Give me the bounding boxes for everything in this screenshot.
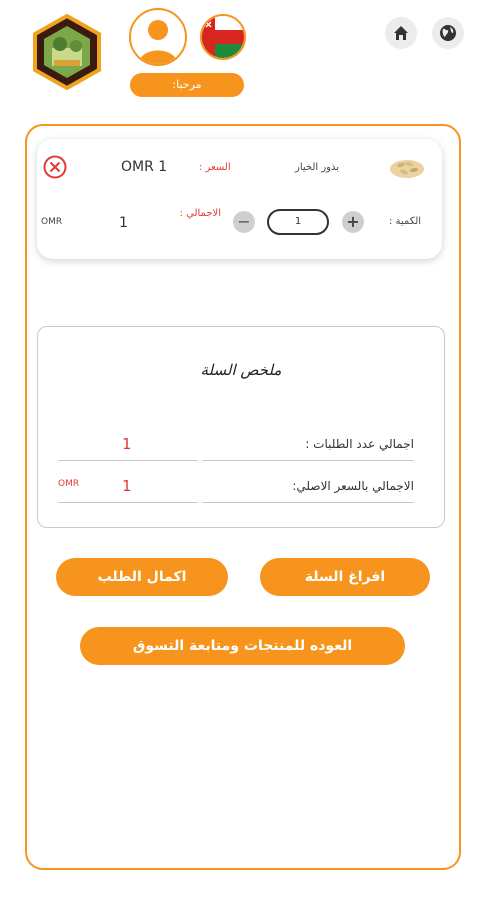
original-total-row [58, 473, 414, 503]
orders-count-value: 1 [122, 435, 132, 453]
original-total-value: 1 [122, 477, 132, 495]
home-button[interactable] [385, 17, 417, 49]
quantity-input[interactable]: 1 [267, 209, 329, 235]
divider [58, 460, 198, 461]
orders-count-label: اجمالي عدد الطلبات : [305, 437, 414, 451]
home-icon [393, 25, 409, 41]
complete-order-button[interactable]: اكمال الطلب [56, 558, 228, 596]
empty-cart-button[interactable]: افراغ السلة [260, 558, 430, 596]
welcome-label: مرحبا: [130, 73, 244, 97]
summary-title: ملخص السلة [200, 361, 282, 379]
item-price-label: السعر : [199, 162, 231, 173]
decrease-quantity-button[interactable]: − [233, 211, 255, 233]
divider [202, 460, 414, 461]
language-button[interactable] [432, 17, 464, 49]
close-circle-icon [43, 155, 67, 179]
oman-flag-icon [202, 16, 244, 58]
original-total-currency: OMR [58, 479, 80, 489]
divider [58, 502, 198, 503]
item-total-value: 1 [119, 215, 128, 231]
globe-icon [439, 24, 457, 42]
item-price-value: OMR 1 [121, 159, 168, 175]
increase-quantity-button[interactable]: + [342, 211, 364, 233]
back-to-shopping-button[interactable]: العوده للمنتجات ومتابعة التسوق [80, 627, 405, 665]
remove-item-button[interactable] [43, 155, 67, 179]
item-total-label: الاجمالي : [179, 208, 221, 219]
cart-summary [37, 326, 445, 528]
product-image [387, 153, 427, 181]
user-avatar[interactable] [129, 8, 187, 66]
cart-item-card [37, 139, 442, 259]
divider [202, 502, 414, 503]
original-total-label: الاجمالي بالسعر الاصلي: [292, 479, 414, 493]
product-name: بذور الخيار [295, 162, 340, 173]
orders-count-row [58, 431, 414, 461]
user-icon [131, 10, 185, 64]
app-header [0, 0, 480, 110]
quantity-label: الكمية : [389, 216, 422, 227]
item-total-currency: OMR [41, 217, 63, 227]
app-logo[interactable] [32, 14, 102, 90]
country-flag[interactable] [200, 14, 246, 60]
